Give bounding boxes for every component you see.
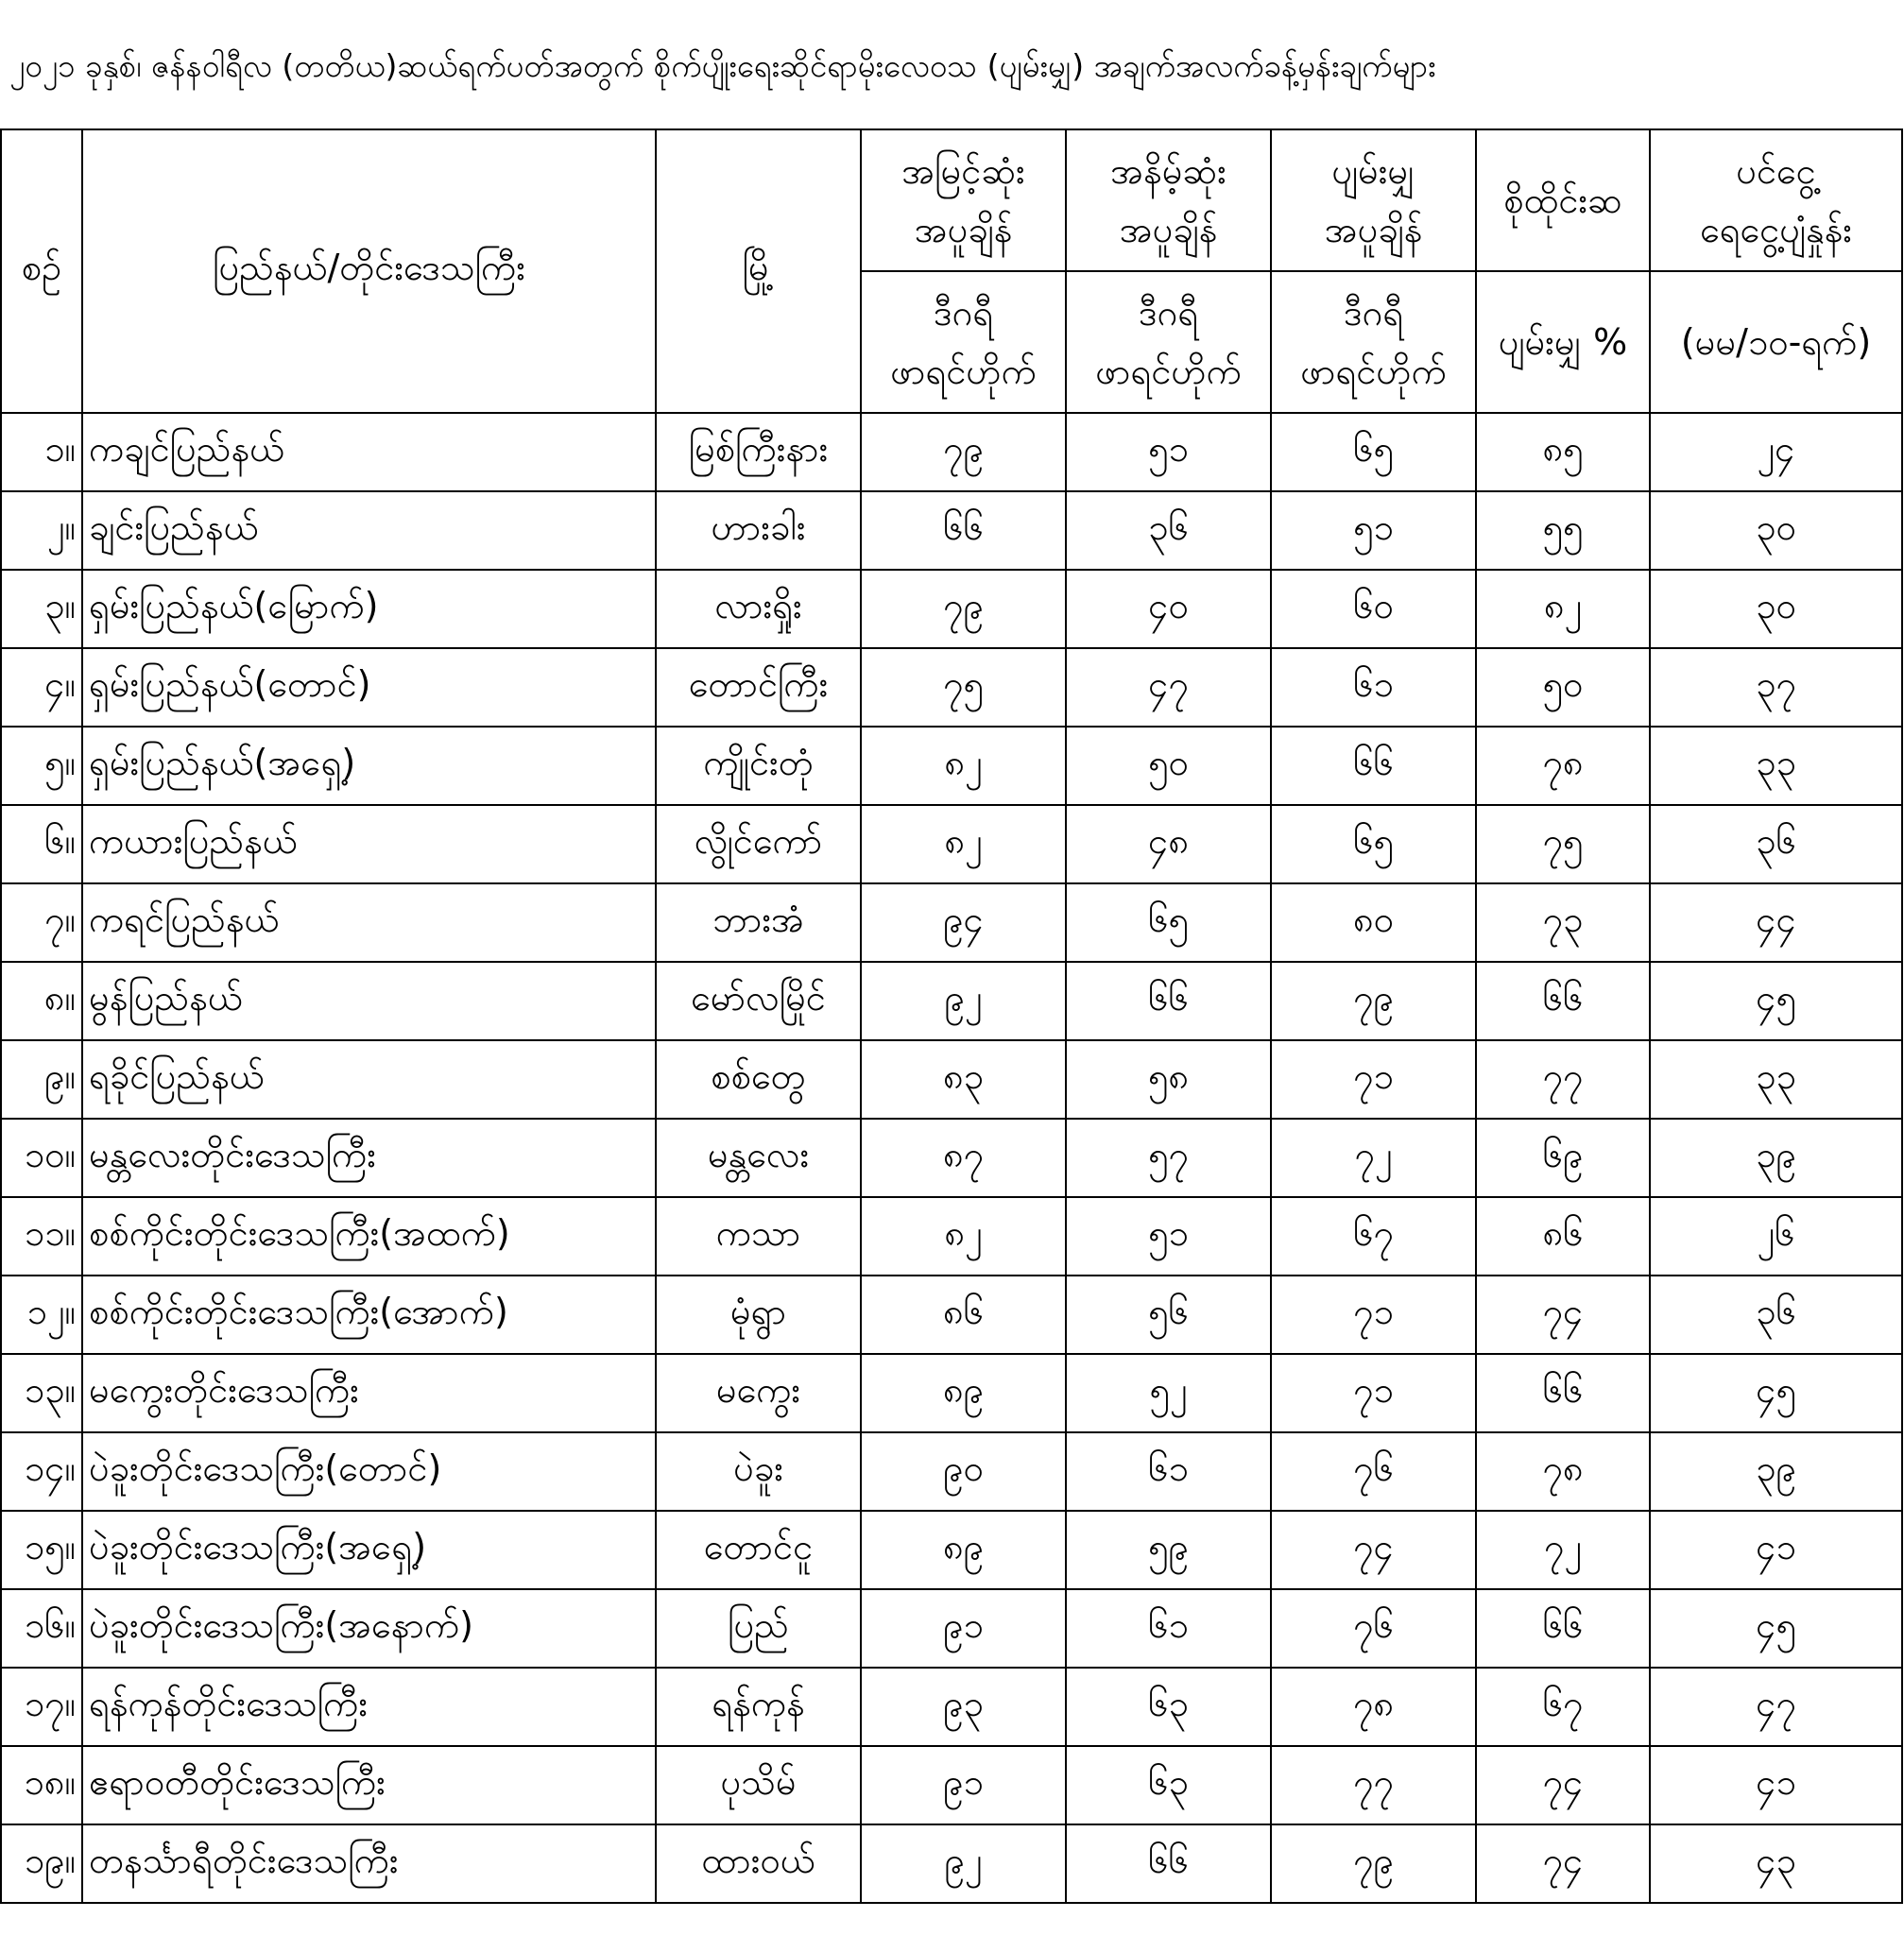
cell-min-temp: ၅၁	[1066, 1197, 1271, 1276]
cell-max-temp: ၈၂	[861, 727, 1066, 805]
cell-humidity: ၇၄	[1476, 1746, 1650, 1824]
cell-no: ၁၃။	[1, 1354, 82, 1432]
cell-city: မန္တလေး	[656, 1119, 861, 1197]
cell-no: ၅။	[1, 727, 82, 805]
cell-humidity: ၆၇	[1476, 1668, 1650, 1746]
cell-evaporation: ၄၇	[1650, 1668, 1902, 1746]
cell-max-temp: ၈၉	[861, 1354, 1066, 1432]
cell-no: ၁၈။	[1, 1746, 82, 1824]
cell-avg-temp: ၇၇	[1271, 1746, 1476, 1824]
table-row	[1, 1589, 1902, 1668]
cell-region: ရန်ကုန်တိုင်းဒေသကြီး	[82, 1668, 656, 1746]
table-row	[1, 1354, 1902, 1432]
cell-evaporation: ၃၃	[1650, 1040, 1902, 1119]
unit-max-temp	[861, 271, 1066, 413]
unit-avg-temp	[1271, 271, 1476, 413]
cell-max-temp: ၉၄	[861, 883, 1066, 962]
table-row	[1, 1040, 1902, 1119]
cell-region: ချင်းပြည်နယ်	[82, 491, 656, 570]
cell-evaporation: ၄၄	[1650, 883, 1902, 962]
cell-min-temp: ၄၇	[1066, 648, 1271, 727]
cell-max-temp: ၆၆	[861, 491, 1066, 570]
unit-max-temp-line2: ဖာရင်ဟိုက်	[890, 351, 1037, 392]
cell-max-temp: ၈၂	[861, 1197, 1066, 1276]
cell-evaporation: ၄၁	[1650, 1511, 1902, 1589]
cell-avg-temp: ၇၉	[1271, 1824, 1476, 1903]
unit-evaporation: (မမ/၁၀-ရက်)	[1650, 271, 1902, 413]
cell-max-temp: ၈၆	[861, 1276, 1066, 1354]
cell-min-temp: ၆၁	[1066, 1432, 1271, 1511]
header-min-temp	[1066, 129, 1271, 271]
cell-max-temp: ၉၂	[861, 962, 1066, 1040]
cell-region: ရခိုင်ပြည်နယ်	[82, 1040, 656, 1119]
cell-max-temp: ၉၀	[861, 1432, 1066, 1511]
table-row	[1, 1432, 1902, 1511]
cell-no: ၁၀။	[1, 1119, 82, 1197]
header-min-temp-line2: အပူချိန်	[1119, 209, 1218, 250]
cell-city: တောင်ငူ	[656, 1511, 861, 1589]
cell-no: ၁၂။	[1, 1276, 82, 1354]
header-avg-temp-line1: ပျမ်းမျှ	[1331, 150, 1415, 192]
cell-avg-temp: ၇၆	[1271, 1432, 1476, 1511]
cell-min-temp: ၆၃	[1066, 1746, 1271, 1824]
header-city: မြို့	[656, 129, 861, 413]
header-evaporation-line1: ပင်ငွေ့	[1736, 150, 1816, 192]
table-header	[1, 129, 1902, 413]
cell-region: မန္တလေးတိုင်းဒေသကြီး	[82, 1119, 656, 1197]
unit-avg-temp-line2: ဖာရင်ဟိုက်	[1300, 351, 1447, 392]
cell-no: ၂။	[1, 491, 82, 570]
cell-city: ပုသိမ်	[656, 1746, 861, 1824]
cell-city: ပြည်	[656, 1589, 861, 1668]
cell-no: ၉။	[1, 1040, 82, 1119]
cell-region: ပဲခူးတိုင်းဒေသကြီး(အနောက်)	[82, 1589, 656, 1668]
cell-min-temp: ၅၉	[1066, 1511, 1271, 1589]
cell-evaporation: ၃၀	[1650, 491, 1902, 570]
cell-region: ကယားပြည်နယ်	[82, 805, 656, 883]
page-title: ၂၀၂၁ ခုနှစ်၊ ဇန်နဝါရီလ (တတိယ)ဆယ်ရက်ပတ်အတွက် စိုက်ပျိုးရေးဆိုင်ရာမိုးလေဝသ (ပျမ်းမျှ) အချက်အလက်ခန့်မှန်းချက်များ	[9, 47, 1436, 84]
cell-evaporation: ၄၁	[1650, 1746, 1902, 1824]
cell-city: လွိုင်ကော်	[656, 805, 861, 883]
cell-city: လားရှိုး	[656, 570, 861, 648]
cell-min-temp: ၅၈	[1066, 1040, 1271, 1119]
cell-no: ၈။	[1, 962, 82, 1040]
cell-humidity: ၇၃	[1476, 883, 1650, 962]
cell-region: ရှမ်းပြည်နယ်(အရှေ့)	[82, 727, 656, 805]
cell-city: ကျိုင်းတုံ	[656, 727, 861, 805]
header-row-labels	[1, 129, 1902, 271]
unit-max-temp-line1: ဒီဂရီ	[933, 292, 994, 334]
header-humidity: စိုထိုင်းဆ	[1476, 129, 1650, 271]
cell-region: ရှမ်းပြည်နယ်(မြောက်)	[82, 570, 656, 648]
header-max-temp-line1: အမြင့်ဆုံး	[901, 150, 1025, 192]
cell-min-temp: ၅၇	[1066, 1119, 1271, 1197]
cell-humidity: ၆၉	[1476, 1119, 1650, 1197]
cell-city: စစ်တွေ	[656, 1040, 861, 1119]
cell-humidity: ၇၄	[1476, 1824, 1650, 1903]
cell-no: ၁။	[1, 413, 82, 491]
cell-min-temp: ၆၆	[1066, 1824, 1271, 1903]
cell-humidity: ၇၇	[1476, 1040, 1650, 1119]
cell-no: ၆။	[1, 805, 82, 883]
table-row	[1, 727, 1902, 805]
cell-city: မကွေး	[656, 1354, 861, 1432]
cell-avg-temp: ၇၆	[1271, 1589, 1476, 1668]
unit-humidity: ပျမ်းမျှ %	[1476, 271, 1650, 413]
cell-max-temp: ၇၉	[861, 413, 1066, 491]
header-min-temp-line1: အနိမ့်ဆုံး	[1110, 150, 1226, 192]
cell-evaporation: ၃၆	[1650, 805, 1902, 883]
cell-humidity: ၈၆	[1476, 1197, 1650, 1276]
table-row	[1, 1119, 1902, 1197]
cell-region: စစ်ကိုင်းတိုင်းဒေသကြီး(အောက်)	[82, 1276, 656, 1354]
cell-humidity: ၅၅	[1476, 491, 1650, 570]
cell-city: တောင်ကြီး	[656, 648, 861, 727]
cell-max-temp: ၈၂	[861, 805, 1066, 883]
cell-no: ၁၄။	[1, 1432, 82, 1511]
cell-max-temp: ၇၉	[861, 570, 1066, 648]
cell-avg-temp: ၅၁	[1271, 491, 1476, 570]
header-evaporation-line2: ရေငွေ့ပျံနှုန်း	[1700, 209, 1852, 250]
cell-avg-temp: ၇၁	[1271, 1276, 1476, 1354]
table-row	[1, 1276, 1902, 1354]
cell-no: ၄။	[1, 648, 82, 727]
cell-region: ကရင်ပြည်နယ်	[82, 883, 656, 962]
header-avg-temp-line2: အပူချိန်	[1324, 209, 1423, 250]
table-row	[1, 648, 1902, 727]
cell-min-temp: ၃၆	[1066, 491, 1271, 570]
cell-evaporation: ၃၆	[1650, 1276, 1902, 1354]
cell-region: ကချင်ပြည်နယ်	[82, 413, 656, 491]
header-max-temp	[861, 129, 1066, 271]
cell-evaporation: ၄၅	[1650, 1589, 1902, 1668]
cell-humidity: ၇၂	[1476, 1511, 1650, 1589]
header-region: ပြည်နယ်/တိုင်းဒေသကြီး	[82, 129, 656, 413]
unit-avg-temp-line1: ဒီဂရီ	[1343, 292, 1404, 334]
cell-max-temp: ၈၇	[861, 1119, 1066, 1197]
cell-humidity: ၇၈	[1476, 1432, 1650, 1511]
cell-min-temp: ၆၃	[1066, 1668, 1271, 1746]
cell-city: မြစ်ကြီးနား	[656, 413, 861, 491]
cell-evaporation: ၄၅	[1650, 962, 1902, 1040]
cell-evaporation: ၄၃	[1650, 1824, 1902, 1903]
table-row	[1, 491, 1902, 570]
cell-avg-temp: ၇၈	[1271, 1668, 1476, 1746]
cell-evaporation: ၃၀	[1650, 570, 1902, 648]
cell-humidity: ၈၅	[1476, 413, 1650, 491]
cell-city: မော်လမြိုင်	[656, 962, 861, 1040]
cell-avg-temp: ၆၅	[1271, 413, 1476, 491]
cell-humidity: ၆၆	[1476, 1354, 1650, 1432]
cell-min-temp: ၅၁	[1066, 413, 1271, 491]
cell-no: ၁၅။	[1, 1511, 82, 1589]
header-avg-temp	[1271, 129, 1476, 271]
table-row	[1, 570, 1902, 648]
cell-evaporation: ၃၉	[1650, 1432, 1902, 1511]
cell-avg-temp: ၈၀	[1271, 883, 1476, 962]
cell-city: ရန်ကုန်	[656, 1668, 861, 1746]
cell-avg-temp: ၇၁	[1271, 1040, 1476, 1119]
cell-no: ၁၁။	[1, 1197, 82, 1276]
cell-max-temp: ၉၁	[861, 1746, 1066, 1824]
table-body	[1, 413, 1902, 1903]
cell-evaporation: ၄၅	[1650, 1354, 1902, 1432]
cell-humidity: ၅၀	[1476, 648, 1650, 727]
cell-evaporation: ၂၆	[1650, 1197, 1902, 1276]
table-row	[1, 413, 1902, 491]
cell-region: တနင်္သာရီတိုင်းဒေသကြီး	[82, 1824, 656, 1903]
table-row	[1, 805, 1902, 883]
cell-humidity: ၆၆	[1476, 1589, 1650, 1668]
cell-evaporation: ၂၄	[1650, 413, 1902, 491]
cell-humidity: ၇၈	[1476, 727, 1650, 805]
cell-avg-temp: ၇၄	[1271, 1511, 1476, 1589]
cell-region: စစ်ကိုင်းတိုင်းဒေသကြီး(အထက်)	[82, 1197, 656, 1276]
cell-min-temp: ၅၆	[1066, 1276, 1271, 1354]
cell-humidity: ၇၅	[1476, 805, 1650, 883]
cell-max-temp: ၉၂	[861, 1824, 1066, 1903]
table-row	[1, 1824, 1902, 1903]
cell-avg-temp: ၆၆	[1271, 727, 1476, 805]
cell-region: ပဲခူးတိုင်းဒေသကြီး(တောင်)	[82, 1432, 656, 1511]
cell-max-temp: ၈၃	[861, 1040, 1066, 1119]
cell-min-temp: ၅၀	[1066, 727, 1271, 805]
cell-region: ရှမ်းပြည်နယ်(တောင်)	[82, 648, 656, 727]
header-evaporation	[1650, 129, 1902, 271]
cell-avg-temp: ၇၂	[1271, 1119, 1476, 1197]
unit-min-temp-line2: ဖာရင်ဟိုက်	[1095, 351, 1242, 392]
cell-avg-temp: ၆၅	[1271, 805, 1476, 883]
cell-max-temp: ၉၁	[861, 1589, 1066, 1668]
cell-no: ၁၉။	[1, 1824, 82, 1903]
table-row	[1, 1746, 1902, 1824]
cell-min-temp: ၆၆	[1066, 962, 1271, 1040]
header-max-temp-line2: အပူချိန်	[914, 209, 1013, 250]
cell-no: ၇။	[1, 883, 82, 962]
cell-city: ထားဝယ်	[656, 1824, 861, 1903]
table-row	[1, 1668, 1902, 1746]
cell-city: ကသာ	[656, 1197, 861, 1276]
cell-humidity: ၇၄	[1476, 1276, 1650, 1354]
cell-region: မွန်ပြည်နယ်	[82, 962, 656, 1040]
table-row	[1, 1511, 1902, 1589]
cell-city: ဟားခါး	[656, 491, 861, 570]
cell-min-temp: ၄၀	[1066, 570, 1271, 648]
cell-region: ဧရာဝတီတိုင်းဒေသကြီး	[82, 1746, 656, 1824]
cell-city: ဘားအံ	[656, 883, 861, 962]
cell-avg-temp: ၆၁	[1271, 648, 1476, 727]
cell-min-temp: ၅၂	[1066, 1354, 1271, 1432]
cell-avg-temp: ၆၇	[1271, 1197, 1476, 1276]
cell-max-temp: ၇၅	[861, 648, 1066, 727]
table-row	[1, 1197, 1902, 1276]
cell-humidity: ၆၆	[1476, 962, 1650, 1040]
cell-region: မကွေးတိုင်းဒေသကြီး	[82, 1354, 656, 1432]
unit-min-temp	[1066, 271, 1271, 413]
cell-evaporation: ၃၃	[1650, 727, 1902, 805]
cell-city: မုံရွာ	[656, 1276, 861, 1354]
cell-no: ၁၆။	[1, 1589, 82, 1668]
cell-evaporation: ၃၇	[1650, 648, 1902, 727]
cell-min-temp: ၆၅	[1066, 883, 1271, 962]
forecast-table	[0, 128, 1903, 1904]
cell-min-temp: ၄၈	[1066, 805, 1271, 883]
table-row	[1, 962, 1902, 1040]
cell-evaporation: ၃၉	[1650, 1119, 1902, 1197]
cell-humidity: ၈၂	[1476, 570, 1650, 648]
unit-min-temp-line1: ဒီဂရီ	[1138, 292, 1199, 334]
cell-avg-temp: ၇၉	[1271, 962, 1476, 1040]
cell-region: ပဲခူးတိုင်းဒေသကြီး(အရှေ့)	[82, 1511, 656, 1589]
cell-avg-temp: ၆၀	[1271, 570, 1476, 648]
cell-max-temp: ၈၉	[861, 1511, 1066, 1589]
cell-avg-temp: ၇၁	[1271, 1354, 1476, 1432]
cell-no: ၁၇။	[1, 1668, 82, 1746]
table-row	[1, 883, 1902, 962]
header-no: စဉ်	[1, 129, 82, 413]
cell-no: ၃။	[1, 570, 82, 648]
cell-min-temp: ၆၁	[1066, 1589, 1271, 1668]
cell-max-temp: ၉၃	[861, 1668, 1066, 1746]
cell-city: ပဲခူး	[656, 1432, 861, 1511]
